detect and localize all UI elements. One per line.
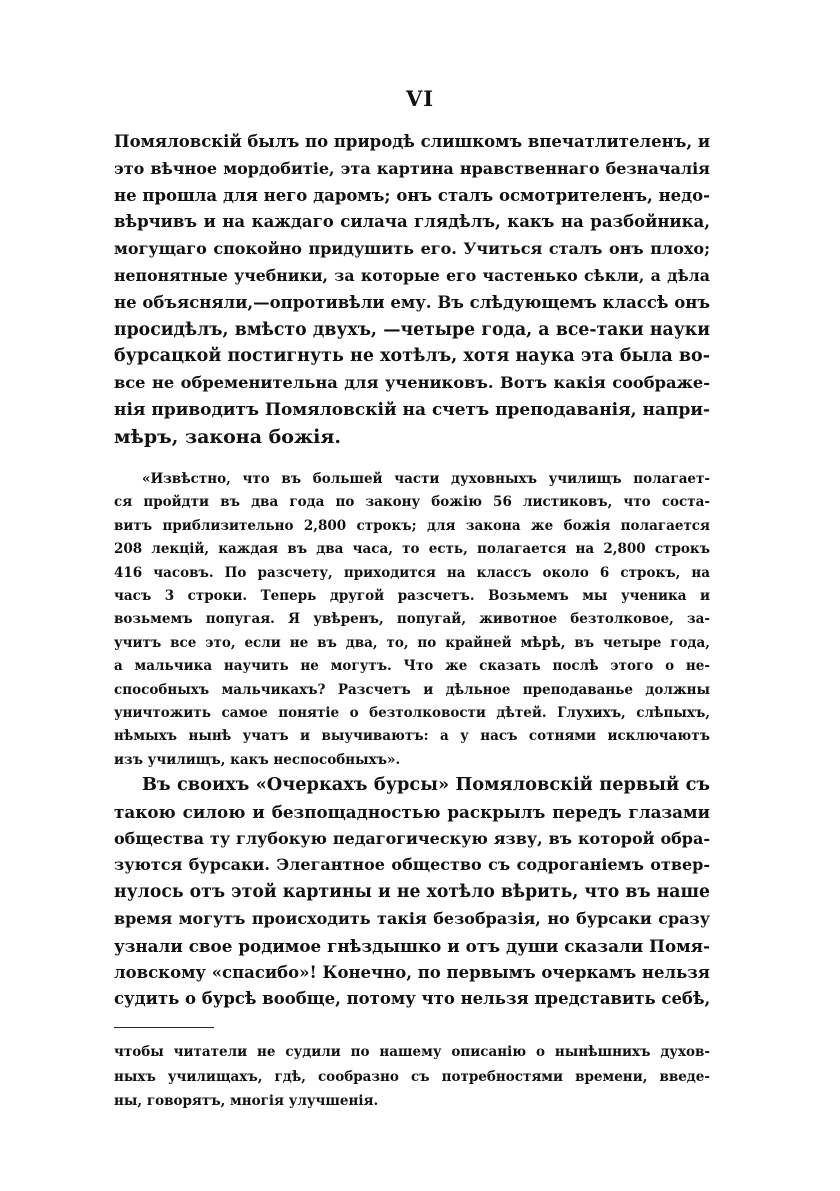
- quote-line: «Извѣстно, что въ большей части духовныхъ училищъ полагает-: [142, 471, 710, 487]
- text-line: это вѣчное мордобитіе, эта картина нравственнаго безначалія: [114, 158, 710, 178]
- footnote-line: чтобы читатели не судили по нашему описанію о нынѣшнихъ духов-: [114, 1044, 710, 1060]
- footnote: [114, 1040, 710, 1114]
- text-line: не объясняли,—опротивѣли ему. Въ слѣдующемъ классѣ онъ: [114, 292, 710, 312]
- quote-line: 208 лекцій, каждая въ два часа, то есть, полагается на 2,800 строкъ: [114, 541, 710, 558]
- quote-line: учитъ все это, если не въ два, то, по крайней мѣрѣ, въ четыре года,: [114, 634, 710, 651]
- quote-line: нѣмыхъ нынѣ учатъ и выучиваютъ: а у насъ сотнями исключаютъ: [114, 728, 710, 745]
- quote-line: способныхъ мальчикахъ? Разсчетъ и дѣльное преподаванье должны: [114, 681, 710, 698]
- quote-line: возьмемъ попугая. Я увѣренъ, попугай, животное безтолковое, за-: [114, 611, 710, 628]
- quote-line: изъ училищъ, какъ неспособныхъ».: [114, 751, 401, 768]
- text-line: зуются бурсаки. Элегантное общество съ содроганіемъ отвер-: [114, 855, 710, 875]
- footnote-line: ныхъ училищахъ, гдѣ, сообразно съ потребностями времени, введе-: [114, 1068, 710, 1085]
- text-line: узнали свое родимое гнѣздышко и отъ души сказали Помя-: [114, 935, 710, 956]
- text-line: нулось отъ этой картины и не хотѣло вѣрить, что въ наше: [114, 882, 710, 903]
- text-line: нія приводитъ Помяловскій на счетъ преподаванія, напри-: [114, 399, 710, 420]
- text-line: просидѣлъ, вмѣсто двухъ, —четыре года, а все-таки науки: [114, 319, 710, 340]
- quote-line: а мальчика научить не могутъ. Что же сказать послѣ этого о не-: [114, 658, 710, 675]
- paragraph-1: [114, 129, 710, 451]
- text-line: время могутъ происходить такія безобразія, но бурсаки сразу: [114, 908, 710, 928]
- quote-line: ся пройдти въ два года по закону божію 56 листиковъ, что соста-: [114, 494, 710, 511]
- footnote-line: ны, говорятъ, многія улучшенія.: [114, 1093, 379, 1109]
- text-line: Въ своихъ «Очеркахъ бурсы» Помяловскій первый съ: [142, 774, 710, 795]
- text-line: судить о бурсѣ вообще, потому что нельзя представить себѣ,: [114, 989, 710, 1009]
- text-line: мѣръ, закона божія.: [114, 425, 342, 448]
- text-line: такою силою и безпощадностью раскрылъ передъ глазами: [114, 801, 710, 822]
- text-line: вѣрчивъ и на каждаго силача глядѣлъ, какъ на разбойника,: [114, 212, 710, 232]
- quote-line: часъ 3 строки. Теперь другой разсчетъ. Возьмемъ мы ученика и: [114, 588, 710, 605]
- block-quote: [114, 468, 710, 772]
- text-line: все не обременительна для учениковъ. Вотъ какія соображе-: [114, 373, 710, 393]
- quote-line: уничтожить самое понятіе о безтолковости дѣтей. Глухихъ, слѣпыхъ,: [114, 705, 710, 722]
- text-line: могущаго спокойно придушить его. Учиться сталъ онъ плохо;: [114, 239, 710, 259]
- text-line: ловскому «спасибо»! Конечно, по первымъ очеркамъ нельзя: [114, 962, 710, 982]
- text-line: Помяловскій былъ по природѣ слишкомъ впечатлителенъ, и: [114, 132, 710, 151]
- text-line: общества ту глубокую педагогическую язву, въ которой обра-: [114, 828, 710, 848]
- quote-line: витъ приблизительно 2,800 строкъ; для закона же божія полагается: [114, 517, 710, 534]
- text-line: непонятные учебники, за которые его частенько сѣкли, а дѣла: [114, 265, 710, 285]
- page-number: VI: [405, 86, 435, 111]
- quote-line: 416 часовъ. По разсчету, приходится на классъ около 6 строкъ, на: [114, 564, 710, 581]
- footnote-divider: [114, 1027, 214, 1028]
- text-line: бурсацкой постигнуть не хотѣлъ, хотя наука эта была во-: [114, 346, 710, 367]
- text-line: не прошла для него даромъ; онъ сталъ осмотрителенъ, недо-: [114, 185, 710, 205]
- paragraph-2: [114, 772, 710, 1013]
